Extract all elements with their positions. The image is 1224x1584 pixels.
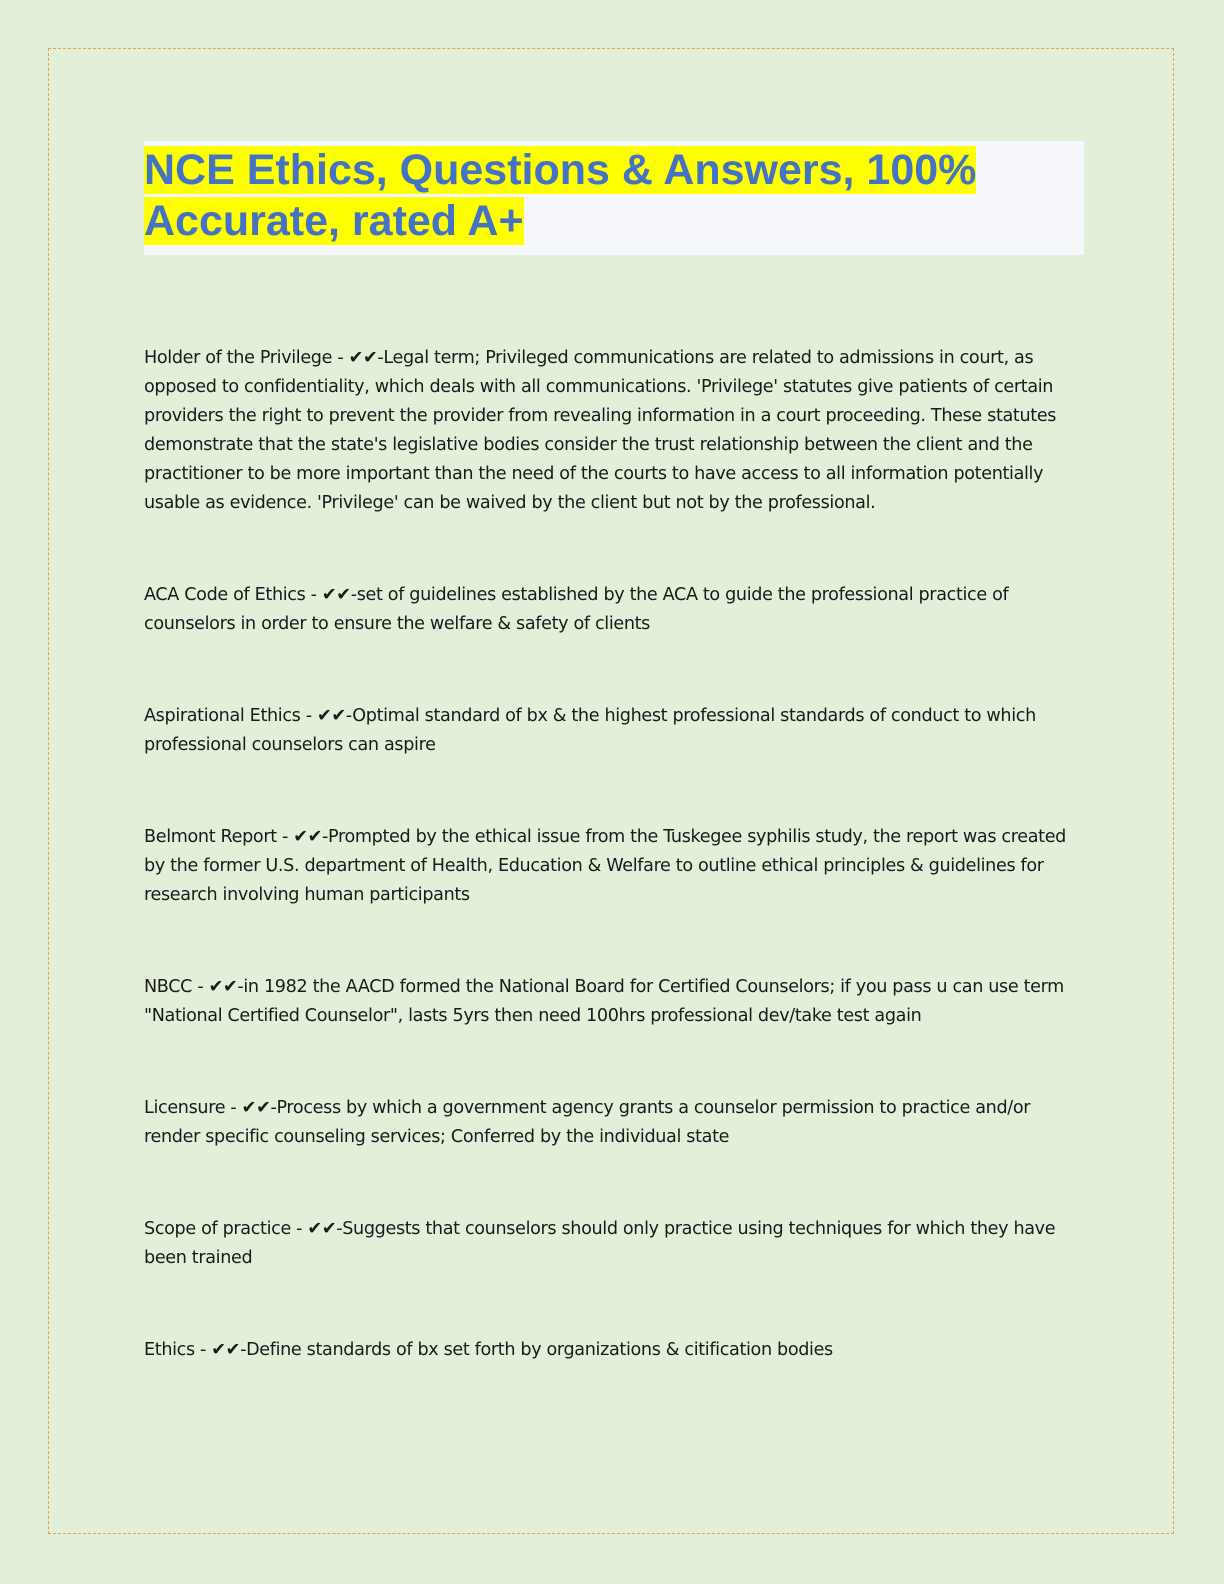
check-mark-icon: ✔✔ xyxy=(211,1340,241,1360)
list-item xyxy=(144,581,1079,639)
entry-term: Belmont Report xyxy=(144,827,277,847)
list-item xyxy=(144,702,1079,760)
entry-separator: - xyxy=(276,827,294,847)
list-item xyxy=(144,1094,1079,1152)
entry-separator: - xyxy=(225,1098,242,1118)
check-mark-icon: ✔✔ xyxy=(316,706,346,726)
document-title xyxy=(144,141,1084,247)
list-item xyxy=(144,1215,1079,1273)
entry-definition: -Define standards of bx set forth by organizations & citification bodies xyxy=(240,1340,833,1360)
entry-separator: - xyxy=(194,1340,212,1360)
entry-separator: - xyxy=(332,348,349,368)
document-title-text: NCE Ethics, Questions & Answers, 100% Accurate, rated A+ xyxy=(144,146,977,245)
entry-term: Holder of the Privilege xyxy=(144,348,333,368)
check-mark-icon: ✔✔ xyxy=(321,585,351,605)
title-block xyxy=(144,141,1084,255)
entry-definition: -Process by which a government agency grants a counselor permission to practice and/or render specific counseling services; Conferred by the individual state xyxy=(144,1098,1031,1147)
list-item xyxy=(144,1336,1079,1365)
check-mark-icon: ✔✔ xyxy=(348,348,378,368)
entry-term: NBCC xyxy=(144,977,193,997)
check-mark-icon: ✔✔ xyxy=(307,1219,337,1239)
entry-definition: -in 1982 the AACD formed the National Board for Certified Counselors; if you pass u can use term "National Certified Counselor", lasts 5yrs then need 100hrs professional dev/take test again xyxy=(144,977,1064,1026)
entry-term: Licensure xyxy=(144,1098,226,1118)
entry-term: Scope of practice xyxy=(144,1219,291,1239)
entry-definition: -set of guidelines established by the ACA to guide the professional practice of counselors in order to ensure the welfare & safety of clients xyxy=(144,585,1009,634)
entry-term: ACA Code of Ethics xyxy=(144,585,306,605)
entry-separator: - xyxy=(192,977,209,997)
entry-definition: -Suggests that counselors should only practice using techniques for which they have been trained xyxy=(144,1219,1056,1268)
list-item xyxy=(144,973,1079,1031)
entry-term: Aspirational Ethics xyxy=(144,706,301,726)
entry-definition: -Optimal standard of bx & the highest professional standards of conduct to which professional counselors can aspire xyxy=(144,706,1036,755)
list-item xyxy=(144,344,1079,518)
entry-separator: - xyxy=(300,706,317,726)
entry-separator: - xyxy=(290,1219,308,1239)
entries-list xyxy=(144,344,1079,1365)
check-mark-icon: ✔✔ xyxy=(208,977,238,997)
list-item xyxy=(144,823,1079,910)
check-mark-icon: ✔✔ xyxy=(241,1098,271,1118)
check-mark-icon: ✔✔ xyxy=(293,827,323,847)
entry-separator: - xyxy=(305,585,322,605)
entry-term: Ethics xyxy=(144,1340,195,1360)
entry-definition: -Legal term; Privileged communications are related to admissions in court, as opposed to confidentiality, which deals with all communications. 'Privilege' statutes give patients of certain providers the right to prevent the provider from revealing information in a court proceeding. These statutes demonstrate that the state's legislative bodies consider the trust relationship between the client and the practitioner to be more important than the need of the courts to have access to all information potentially usable as evidence. 'Privilege' can be waived by the client but not by the professional. xyxy=(144,348,1057,513)
entry-definition: -Prompted by the ethical issue from the Tuskegee syphilis study, the report was created by the former U.S. department of Health, Education & Welfare to outline ethical principles & guidelines for research involving human participants xyxy=(144,827,1066,905)
